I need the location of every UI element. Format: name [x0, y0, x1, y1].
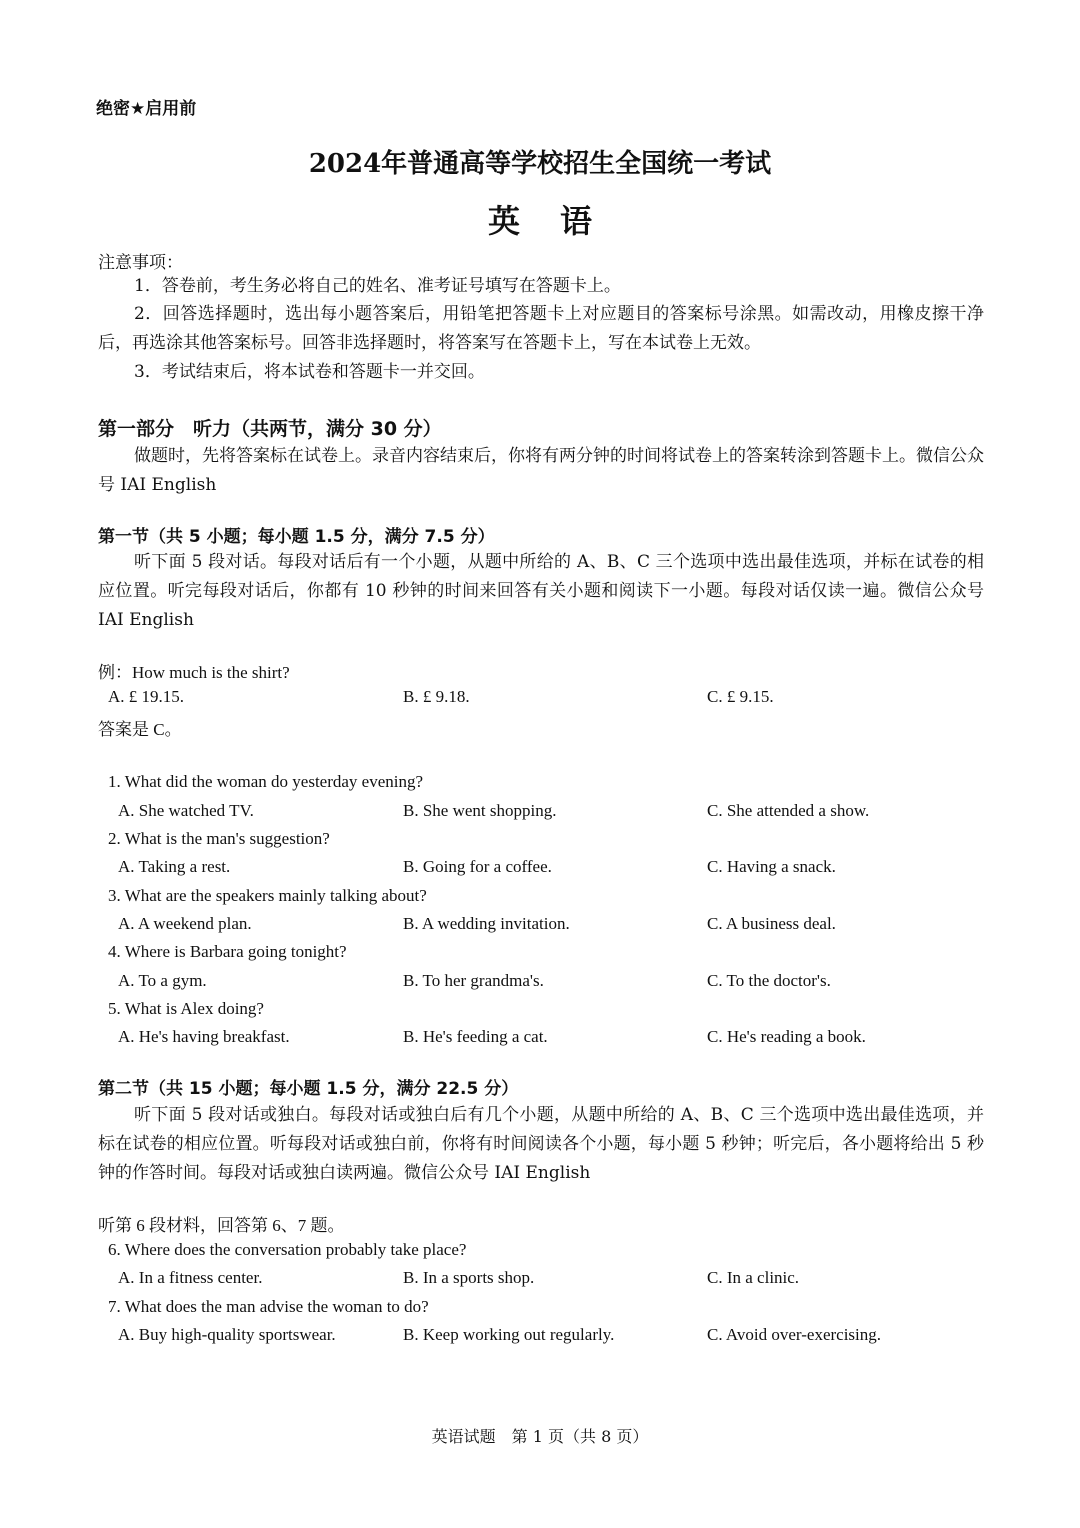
example-answer: 答案是 C。	[98, 720, 182, 739]
part1-intro: 做题时，先将答案标在试卷上。录音内容结束后，你将有两分钟的时间将试卷上的答案转涂到答题卡上。微信公众号 IAI English	[98, 446, 984, 495]
note-item-3: 3．考试结束后，将本试卷和答题卡一并交回。	[134, 362, 485, 382]
question-7: 7. What does the man advise the woman to do?	[108, 1297, 429, 1316]
note-item-1: 1．答卷前，考生务必将自己的姓名、准考证号填写在答题卡上。	[134, 276, 621, 296]
question-1: 1. What did the woman do yesterday evening?	[108, 772, 424, 791]
exam-title: 2024年普通高等学校招生全国统一考试	[308, 149, 772, 179]
section1-heading: 第一节（共 5 小题；每小题 1.5 分，满分 7.5 分）	[98, 527, 495, 547]
question-4-option-b: B. To her grandma's.	[403, 971, 544, 990]
example-question: 例：How much is the shirt?	[98, 663, 290, 682]
question-3-option-c: C. A business deal.	[707, 914, 836, 933]
question-7-option-a: A. Buy high-quality sportswear.	[118, 1325, 336, 1344]
example-option-a: A. £ 19.15.	[108, 687, 185, 706]
question-6: 6. Where does the conversation probably take place?	[108, 1240, 467, 1259]
question-2-option-a: A. Taking a rest.	[118, 857, 231, 876]
example-option-c: C. £ 9.15.	[707, 687, 774, 706]
question-5-option-a: A. He's having breakfast.	[118, 1027, 290, 1046]
notes-heading: 注意事项：	[98, 253, 183, 273]
question-5-option-c: C. He's reading a book.	[707, 1027, 866, 1046]
question-3-option-a: A. A weekend plan.	[118, 914, 252, 933]
question-1-option-b: B. She went shopping.	[403, 801, 557, 820]
question-2-option-c: C. Having a snack.	[707, 857, 836, 876]
question-2-option-b: B. Going for a coffee.	[403, 857, 552, 876]
question-6-option-c: C. In a clinic.	[707, 1268, 800, 1287]
question-3-option-b: B. A wedding invitation.	[403, 914, 570, 933]
question-4-option-a: A. To a gym.	[118, 971, 207, 990]
subject-title: 英语	[487, 202, 632, 240]
question-1-option-a: A. She watched TV.	[118, 801, 254, 820]
question-1-option-c: C. She attended a show.	[707, 801, 870, 820]
section1-intro: 听下面 5 段对话。每段对话后有一个小题，从题中所给的 A、B、C 三个选项中选出最佳选项，并标在试卷的相应位置。听完每段对话后，你都有 10 秒钟的时间来回答有关小题和阅读下一小题。每段对话仅读一遍。微信公众号 IAI English	[98, 552, 984, 630]
question-4: 4. Where is Barbara going tonight?	[108, 942, 347, 961]
section2-intro: 听下面 5 段对话或独白。每段对话或独白后有几个小题，从题中所给的 A、B、C 三个选项中选出最佳选项，并标在试卷的相应位置。听每段对话或独白前，你将有时间阅读各个小题，每小题 5 秒钟；听完后，各小题将给出 5 秒钟的作答时间。每段对话或独白读两遍。微信公众号 IAI English	[98, 1105, 984, 1183]
confidential-label: 绝密★启用前	[96, 99, 197, 119]
example-option-b: B. £ 9.18.	[403, 687, 470, 706]
page-footer: 英语试题 第 1 页（共 8 页）	[431, 1427, 649, 1446]
question-2: 2. What is the man's suggestion?	[108, 829, 330, 848]
material-instruction: 听第 6 段材料，回答第 6、7 题。	[98, 1216, 345, 1235]
part1-heading: 第一部分 听力（共两节，满分 30 分）	[98, 418, 442, 440]
question-3: 3. What are the speakers mainly talking about?	[108, 886, 427, 905]
question-5-option-b: B. He's feeding a cat.	[403, 1027, 548, 1046]
question-5: 5. What is Alex doing?	[108, 999, 264, 1018]
question-7-option-b: B. Keep working out regularly.	[403, 1325, 615, 1344]
question-4-option-c: C. To the doctor's.	[707, 971, 831, 990]
question-6-option-b: B. In a sports shop.	[403, 1268, 535, 1287]
question-7-option-c: C. Avoid over-exercising.	[707, 1325, 882, 1344]
question-6-option-a: A. In a fitness center.	[118, 1268, 263, 1287]
note-item-2: 2．回答选择题时，选出每小题答案后，用铅笔把答题卡上对应题目的答案标号涂黑。如需改动，用橡皮擦干净后，再选涂其他答案标号。回答非选择题时，将答案写在答题卡上，写在本试卷上无效。	[98, 304, 984, 353]
section2-heading: 第二节（共 15 小题；每小题 1.5 分，满分 22.5 分）	[98, 1079, 519, 1099]
